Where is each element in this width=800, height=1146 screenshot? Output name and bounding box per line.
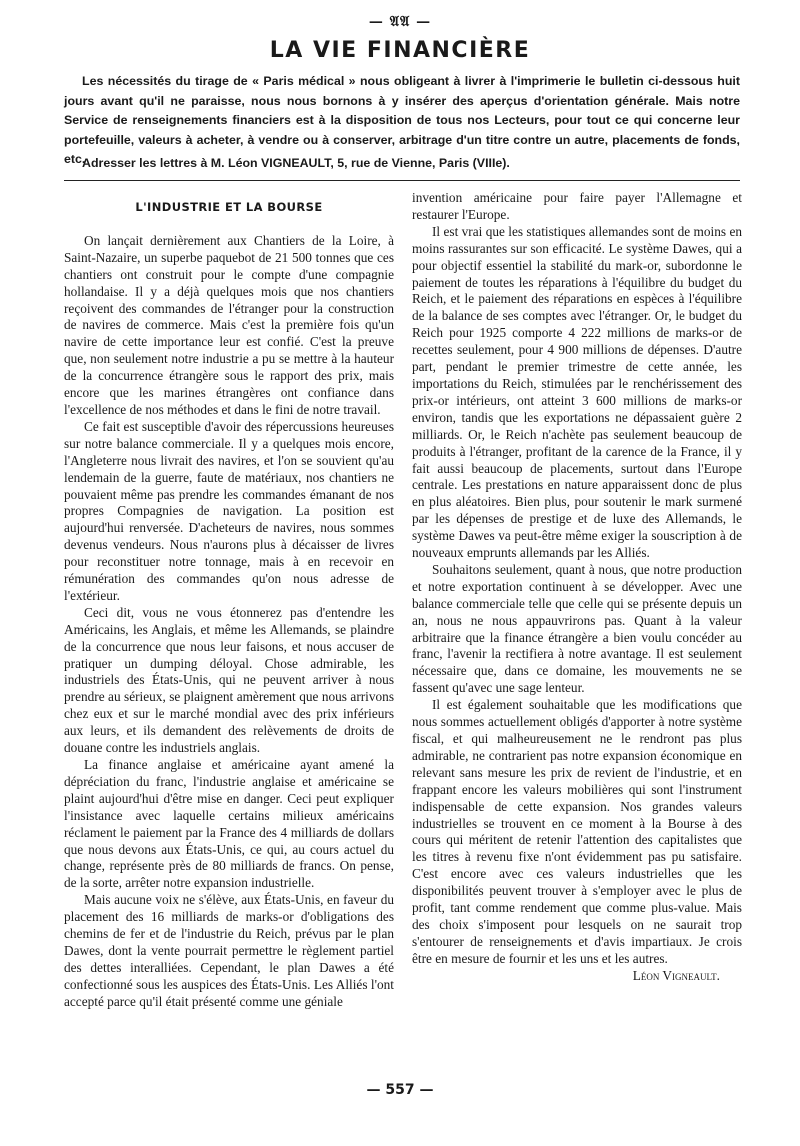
page-title: LA VIE FINANCIÈRE [269,38,531,63]
contact-address: Adresser les lettres à M. Léon VIGNEAULT, 5, rue de Vienne, Paris (VIIIe). [82,156,510,170]
author-signature: Léon Vigneault. [632,967,720,983]
article-paragraph: Ceci dit, vous ne vous étonnerez pas d'entendre les Américains, les Anglais, et même les Allemands, se plaindre de la concurrence que nous leur faisons, et nous accuser de pratiquer un dumping déloyal. Chose admirable, les industriels des États-Unis, qui ne peuvent arriver à nous prendre au sérieux, se plaignent amèrement que nous arrivons chez eux et sur le marché mondial avec des prix inférieurs aux leurs, et ils demandent des relèvements de droits de douane contre les industriels anglais. [64,604,394,756]
article-paragraph: Ce fait est susceptible d'avoir des répercussions heureuses sur notre balance commerciale. Il y a quelques mois encore, l'Angleterre nous livrait des navires, et l'on se souvient qu'au lendemain de la guerre, faute de matériaux, nos chantiers ne pouvaient même pas prendre les commandes émanant de nos propres Compagnies de navigation. La position est aujourd'hui renversée. D'acheteurs de navires, nous sommes devenus vendeurs. Nous n'aurons plus à décaisser de livres pour reconstituer notre tonnage, mais à en recevoir en rémunération des commandes qu'on nous adresse de l'extérieur. [64,418,394,603]
article-paragraph: La finance anglaise et américaine ayant amené la dépréciation du franc, l'industrie anglaise et américaine se plaint aujourd'hui d'être mise en danger. Ceci peut expliquer l'insistance avec laquelle certains milieux américains réclament le paiement par la France des 4 milliards de dollars que nous devons aux États-Unis, ce qui, au cours actuel du change, représente près de 80 milliards de francs. On pense, de la sorte, arrêter notre expansion industrielle. [64,757,394,891]
notice-text: Les nécessités du tirage de « Paris médical » nous obligeant à livrer à l'imprimerie le bulletin ci-dessous huit jours avant qu'il ne paraisse, nous nous bornons à y insérer des aperçus d'orientation générale. Mais notre Service de renseignements financiers est à la disposition de tous nos Lecteurs, pour tout ce qui concerne leur portefeuille, valeurs à acheter, à vendre ou à conserver, arbitrage d'un titre contre un autre, placements de fonds, etc. [64,74,740,167]
article-paragraph: invention américaine pour faire payer l'Allemagne et restaurer l'Europe. [412,190,742,222]
article-column-right [412,190,742,985]
article-title: L'INDUSTRIE ET LA BOURSE [135,200,323,214]
page-number: — 557 — [366,1082,434,1098]
top-ornament: — 𝔄𝔄 — [368,14,432,30]
article-paragraph: Mais aucune voix ne s'élève, aux États-Unis, en faveur du placement des 16 milliards de marks-or d'obligations des chemins de fer et de l'industrie du Reich, prévus par le plan Dawes, dont la vente pourrait permettre le règlement partiel des dettes interalliées. Cependant, le plan Dawes a été confectionné sous les auspices des États-Unis. Les Alliés l'ont accepté parce qu'il était présenté comme une géniale [64,892,394,1009]
article-paragraph: Il est également souhaitable que les modifications que nous sommes actuellement obligés d'apporter à notre système fiscal, et qui malheureusement ne le rendront pas plus admirable, ne contrarient pas notre expansion économique en relevant sans mesure les prix de revient de l'industrie, et en frappant encore les valeurs mobilières qui sont l'instrument indispensable de cette expansion. Nos grandes valeurs industrielles se trouvent en ce moment à la Bourse à des cours qui méritent de retenir l'attention des capitalistes que les titres à revenu fixe n'ont évidemment pas pu satisfaire. C'est encore avec ces valeurs industrielles que les disponibilités peuvent trouver à s'employer avec le plus de profit, tant comme rendement que comme plus-value. Mais des choix s'imposent pour lesquels on ne saurait trop s'entourer de renseignements et d'avis impartiaux. Je crois être en mesure de fournir et les uns et les autres. [412,697,742,966]
article-paragraph: Souhaitons seulement, quant à nous, que notre production et notre exportation continuent à se développer. Avec une balance commerciale telle que celle qui se présente depuis un an, nous ne nous appauvrirons pas. Quant à la valeur arbitraire que la finance étrangère a bien voulu concéder au franc, l'avenir la rectifiera à notre avantage. Il est seulement nécessaire que, dans ce domaine, les mouvements ne se fassent qu'avec une sage lenteur. [412,561,742,696]
article-column-left [64,194,394,1011]
header-divider [64,180,740,181]
article-paragraph: Il est vrai que les statistiques allemandes sont de moins en moins rassurantes sur son efficacité. Le système Dawes, qui a pour objectif essentiel la stabilité du mark-or, subordonne le paiement de toutes les réparations à l'équilibre du budget du Reich, et le paiement des réparations en espèces à l'équilibre de la balance de ses comptes avec l'étranger. Or, le budget du Reich pour 1925 comporte 4 222 millions de marks-or de recettes seulement, pour 4 900 millions de dépenses. D'autre part, pendant le premier trimestre de cette année, les importations du Reich, stimulées par le renchérissement des prix-or intérieurs, ont atteint 3 600 millions de marks-or environ, tandis que les exportations ne dépassaient guère 2 milliards. Or, le Reich n'achète pas seulement beaucoup de produits à l'étranger, profitant de la carence de la France, il y fait aussi beaucoup de placements, surtout dans l'Europe centrale. Les prestations en nature apparaissent donc de plus en plus aléatoires. Bien plus, pour soutenir le mark surmené par les dépenses de prestige et de luxe des Allemands, le système Dawes va peut-être même exiger la souscription à de nouveaux emprunts allemands par les Alliés. [412,223,742,561]
article-paragraph: On lançait dernièrement aux Chantiers de la Loire, à Saint-Nazaire, un superbe paquebot de 21 500 tonnes que ces chantiers ont construit pour le compte d'une compagnie hollandaise. Il y a déjà quelques mois que nos chantiers reçoivent des commandes de l'étranger pour la construction de navires de commerce. Mais c'est la première fois qu'un navire de cette importance leur est confié. C'est la preuve que, non seulement notre industrie a pu se mettre à la hauteur de la concurrence étrangère sous le rapport des prix, mais encore que les marines étrangères ont confiance dans l'excellence de nos méthodes et dans le fini de notre travail. [64,232,394,417]
